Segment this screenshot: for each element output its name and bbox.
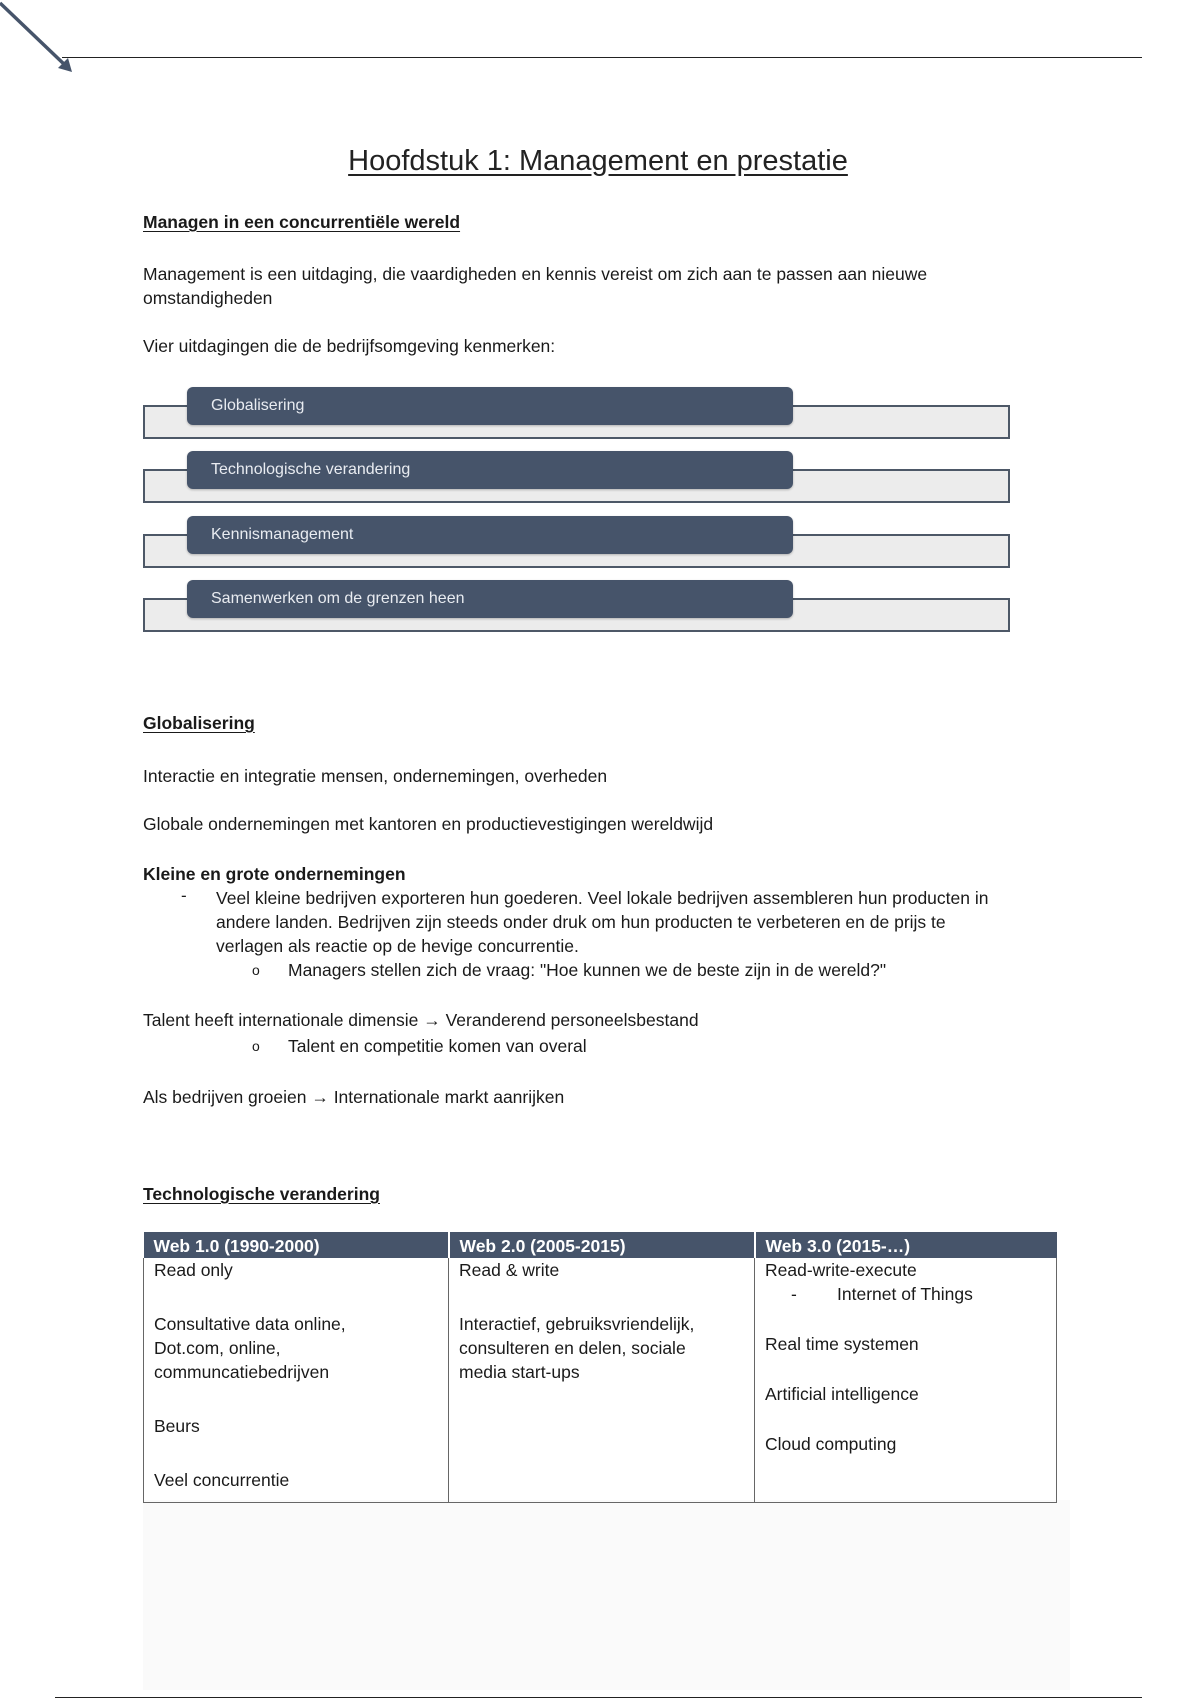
talent-line <box>143 1008 699 1032</box>
cell-text: Read only <box>154 1260 233 1280</box>
table-header-row <box>144 1232 1057 1258</box>
table-row <box>144 1258 1057 1503</box>
arrow-right-icon: → <box>423 1010 441 1030</box>
table-cell-web3 <box>755 1258 1057 1503</box>
dash-bullet: - <box>181 886 187 905</box>
cell-text: media start-ups <box>459 1362 580 1382</box>
page-title: Hoofdstuk 1: Management en prestatie <box>348 145 848 177</box>
table-cell-web2 <box>449 1258 755 1503</box>
cell-text: Internet of Things <box>837 1284 973 1304</box>
dash-bullet: - <box>791 1284 797 1304</box>
grow-text-b: Internationale markt aanrijken <box>333 1087 565 1107</box>
cell-text: Cloud computing <box>765 1434 897 1454</box>
challenge-item <box>143 580 1013 630</box>
talent-text-a: Talent heeft internationale dimensie <box>143 1010 419 1030</box>
grow-text-a: Als bedrijven groeien <box>143 1087 307 1107</box>
circle-bullet: o <box>252 1038 260 1054</box>
challenge-label: Samenwerken om de grenzen heen <box>187 580 793 618</box>
cell-text: Consultative data online, <box>154 1314 346 1334</box>
footer-rule <box>55 1697 1142 1698</box>
cell-text: consulteren en delen, sociale <box>459 1338 686 1358</box>
challenges-lead: Vier uitdagingen die de bedrijfsomgeving kenmerken: <box>143 336 556 356</box>
challenge-item <box>143 451 1013 501</box>
cell-text: Veel concurrentie <box>154 1470 290 1490</box>
web-table <box>143 1232 1057 1503</box>
cell-text: Read & write <box>459 1260 560 1280</box>
challenge-item <box>143 516 1013 566</box>
cell-text: Dot.com, online, <box>154 1338 281 1358</box>
bullet-line-3: verlagen als reactie op de hevige concurrentie. <box>216 936 579 956</box>
challenge-item <box>143 387 1013 437</box>
cell-text: Artificial intelligence <box>765 1384 919 1404</box>
globalisering-p2: Globale ondernemingen met kantoren en productievestigingen wereldwijd <box>143 814 714 834</box>
table-header-web1: Web 1.0 (1990-2000) <box>144 1232 449 1258</box>
cell-text: Beurs <box>154 1416 200 1436</box>
globalisering-p1: Interactie en integratie mensen, ondernemingen, overheden <box>143 766 608 786</box>
cell-sublist <box>765 1282 1046 1306</box>
intro-line-1: Management is een uitdaging, die vaardigheden en kennis vereist om zich aan te passen aan nieuwe <box>143 264 928 284</box>
intro-line-2: omstandigheden <box>143 288 273 308</box>
challenge-label: Globalisering <box>187 387 793 425</box>
section-heading-globalisering: Globalisering <box>143 713 255 733</box>
talent-sub-bullet: Talent en competitie komen van overal <box>288 1036 587 1056</box>
arrow-right-icon: → <box>311 1087 329 1107</box>
bullet-line-2: andere landen. Bedrijven zijn steeds onder druk om hun producten te verbeteren en de prijs te <box>216 912 946 932</box>
cell-text: Real time systemen <box>765 1334 919 1354</box>
section-heading-technologische: Technologische verandering <box>143 1184 380 1204</box>
cell-text: communcatiebedrijven <box>154 1362 330 1382</box>
cell-text: Read-write-execute <box>765 1260 917 1280</box>
table-cell-web1 <box>144 1258 449 1503</box>
table-header-web2: Web 2.0 (2005-2015) <box>449 1232 755 1258</box>
cell-text: Interactief, gebruiksvriendelijk, <box>459 1314 695 1334</box>
page-shade <box>143 1500 1070 1690</box>
bullet-line-1: Veel kleine bedrijven exporteren hun goederen. Veel lokale bedrijven assembleren hun producten in <box>216 888 989 908</box>
corner-arrow-icon <box>0 0 80 80</box>
talent-text-b: Veranderend personeelsbestand <box>445 1010 699 1030</box>
subheading-ondernemingen: Kleine en grote ondernemingen <box>143 864 406 884</box>
challenge-label: Kennismanagement <box>187 516 793 554</box>
challenge-label: Technologische verandering <box>187 451 793 489</box>
sub-bullet-managers: Managers stellen zich de vraag: "Hoe kunnen we de beste zijn in de wereld?" <box>288 960 887 980</box>
section-heading-managen: Managen in een concurrentiële wereld <box>143 212 461 232</box>
grow-line <box>143 1085 564 1109</box>
table-header-web3: Web 3.0 (2015-…) <box>755 1232 1057 1258</box>
circle-bullet: o <box>252 962 260 978</box>
header-rule <box>62 57 1142 58</box>
